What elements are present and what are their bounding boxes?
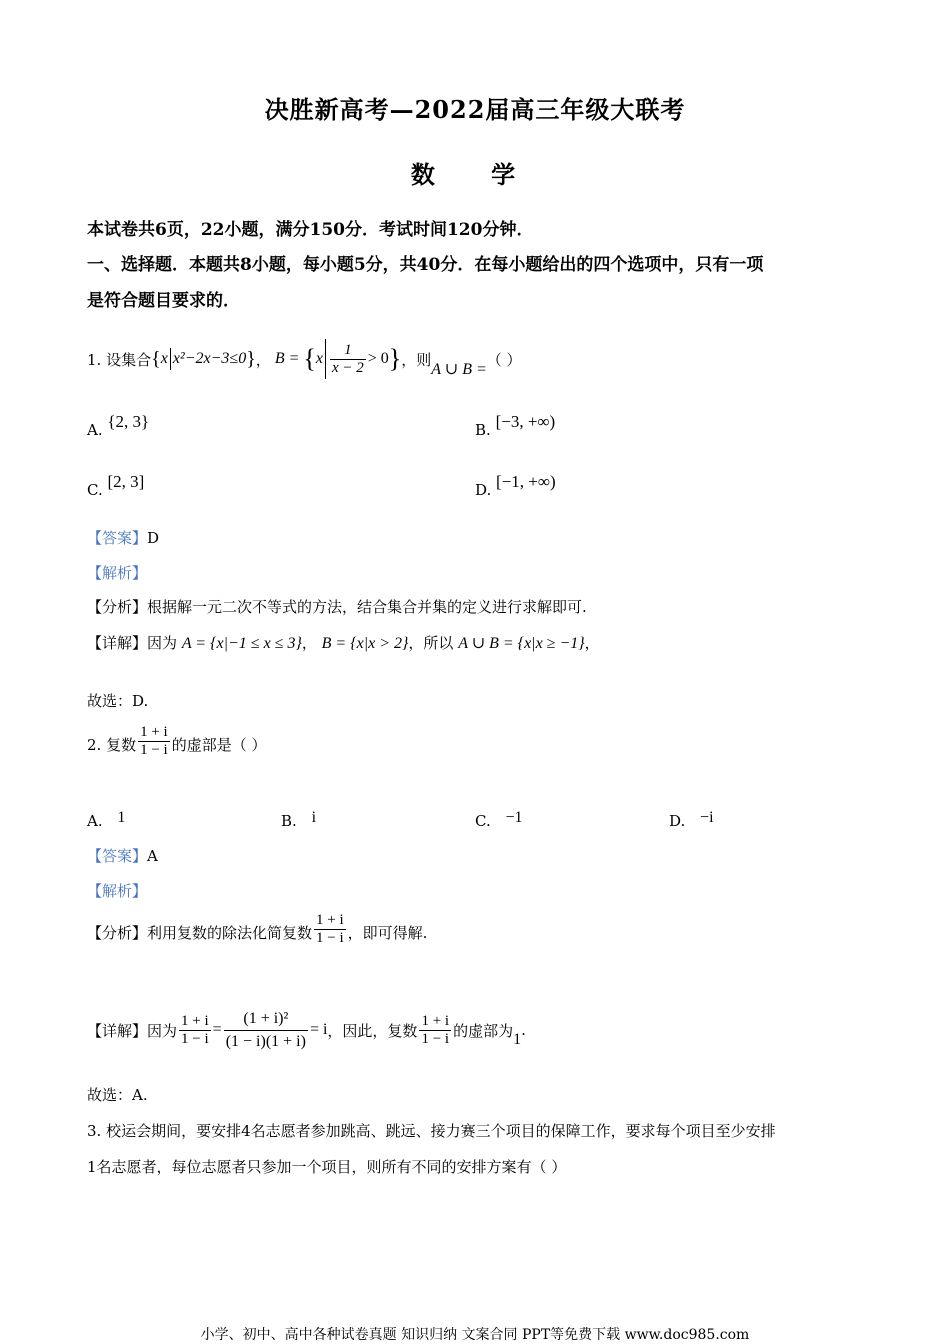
q1-option-d-value: [−1, +∞) [496,472,556,491]
q1-setB-close-brace: } [388,344,402,373]
q1-option-c-label: C. [87,481,103,499]
q2-option-b-label: B. [281,812,297,830]
q2-xiangjie-frac2-num: (1 + i)² [243,1009,289,1027]
q1-answer [87,527,159,548]
q2-option-d[interactable] [669,808,714,830]
q2-answer [87,845,158,866]
q2-fraction [138,724,170,759]
q2-xiangjie-frac3-num: 1 + i [421,1012,450,1029]
q2-option-a[interactable] [87,808,126,830]
q2-fenxi-tag: 【分析】 [87,924,148,942]
q1-setA-condition: x²−2x−3≤0 [172,350,247,367]
q1-fenxi-tag: 【分析】 [87,598,148,616]
q2-option-c-value: −1 [505,809,523,826]
subject-title: 数 学 [410,160,540,189]
q2-xiangjie-frac1 [179,1013,211,1048]
q2-option-c[interactable] [475,808,523,830]
q2-option-d-value: −i [700,809,714,826]
q1-option-a[interactable] [87,412,150,439]
q2-xiangjie-frac2 [224,1008,308,1053]
q1-option-b[interactable] [475,412,556,439]
q2-analysis-tag: 【解析】 [87,882,148,900]
q2-xiangjie-frac3 [419,1013,451,1048]
q2-fenxi-frac-num: 1 + i [316,912,344,928]
q2-option-b[interactable] [281,808,317,830]
q2-xiangjie-period: . [521,1021,526,1039]
q1-setA-var: x [160,350,168,367]
q1-xiangjie-end: ， [584,634,600,652]
q2-answer-tag: 【答案】 [87,847,148,865]
q1-setB-rhs: > 0 [367,350,389,367]
q1-setA-open-brace: { [151,347,161,370]
q1-xiangjie: 【详解】因为 A = {x|−1 ≤ x ≤ 3}， B = {x|x > 2}，所以 A ∪ B = {x|x ≥ −1}， [87,634,600,652]
q1-setB-lhs: B = [274,350,300,367]
q2-xiangjie-mid: ，因此，复数 [327,1021,418,1040]
q2-xiangjie-frac1-den: 1 − i [181,1030,209,1047]
q1-fenxi [87,596,587,617]
q2-stem [87,724,267,759]
q1-fenxi-text: 根据解一元二次不等式的方法，结合集合并集的定义进行求解即可. [147,598,587,616]
section1-heading-line1: 一、选择题．本题共8小题，每小题5分，共40分．在每小题给出的四个选项中，只有一项 [87,255,764,275]
q1-option-c-value: [2, 3] [107,472,145,491]
q3-stem-line2: 1名志愿者，每位志愿者只参加一个项目，则所有不同的安排方案有（ ） [87,1158,567,1176]
exam-intro: 本试卷共6页，22小题，满分150分．考试时间120分钟． [87,220,534,240]
q2-xiangjie-frac1-num: 1 + i [181,1012,209,1029]
q1-analysis-tag: 【解析】 [87,564,148,582]
section1-heading-line2: 是符合题目要求的． [87,291,240,311]
q1-option-c[interactable] [87,472,145,499]
q2-xiangjie [87,1003,526,1057]
q1-xiangjie-mid: ，所以 [408,634,454,652]
q2-xiangjie-frac3-den: 1 − i [421,1030,450,1047]
q2-xiangjie-result: = i [309,1021,328,1038]
q1-setA-close-brace: } [246,347,256,370]
q1-option-d[interactable] [475,472,556,499]
q1-setB-fraction [330,342,366,377]
q1-union: A ∪ B = [431,361,487,378]
q1-option-d-label: D. [475,481,492,499]
q2-option-d-label: D. [669,812,686,830]
q1-setA-bar [170,348,171,370]
q1-xiangjie-setA: A = {x|−1 ≤ x ≤ 3} [181,635,302,652]
q1-setB-open-brace: { [303,344,316,373]
q2-prefix: 2. 复数 [87,736,137,754]
q1-setB-frac-den: x − 2 [331,359,364,376]
q2-xiangjie-tag: 【详解】 [87,1021,148,1040]
q2-option-b-value: i [311,809,317,826]
q1-xiangjie-union: A ∪ B = {x|x ≥ −1} [458,635,585,652]
q1-option-a-value: {2, 3} [107,412,150,431]
q3-stem-line1: 3. 校运会期间，要安排4名志愿者参加跳高、跳远、接力赛三个项目的保障工作，要求每个项目至少安排 [87,1122,776,1140]
q2-xiangjie-val: 1 [513,1031,522,1048]
q1-answer-value: D [147,529,160,547]
q2-suffix: 的虚部是（ ） [171,736,267,754]
q1-setB-frac-num: 1 [344,341,352,358]
q2-xiangjie-suffix: 的虚部为 [453,1021,514,1040]
q1-xiangjie-tag: 【详解】 [87,634,148,652]
q2-frac-den: 1 − i [140,742,168,758]
q1-prefix: 1. 设集合 [87,350,152,369]
q1-paren: （ ） [486,350,522,369]
q2-fenxi-frac-den: 1 − i [316,930,344,946]
q2-guxuan: 故选：A. [87,1086,148,1104]
q1-setB-var: x [315,350,323,367]
q1-answer-tag: 【答案】 [87,529,148,547]
q1-option-a-label: A. [87,421,103,439]
q2-option-a-label: A. [87,812,103,830]
q2-fenxi-prefix: 利用复数的除法化简复数 [147,924,313,942]
q2-answer-value: A [147,847,158,865]
q2-frac-num: 1 + i [140,724,168,740]
q2-xiangjie-prefix: 因为 [147,1021,178,1040]
q1-option-b-value: [−3, +∞) [495,412,556,431]
q2-option-c-label: C. [475,812,491,830]
page-footer: 小学、初中、高中各种试卷真题 知识归纳 文案合同 PPT等免费下载 www.doc985.com [200,1327,750,1343]
q2-fenxi-fraction [314,912,346,947]
q1-stem [87,336,522,382]
q1-comma1: ， [255,350,271,369]
q2-xiangjie-frac2-den: (1 − i)(1 + i) [224,1030,308,1053]
q1-comma2: ，则 [401,350,432,369]
q1-xiangjie-prefix: 因为 [147,634,178,652]
q2-option-a-value: 1 [117,809,126,826]
q2-xiangjie-eq-sign: = [212,1021,222,1038]
q1-guxuan: 故选：D. [87,692,149,710]
document-title: 决胜新高考—2022届高三年级大联考 [264,95,686,124]
q1-option-b-label: B. [475,421,491,439]
q2-fenxi [87,912,427,947]
q1-setB-bar [325,339,326,379]
q1-xiangjie-setB: B = {x|x > 2} [321,635,409,652]
q2-fenxi-suffix: ，即可得解. [347,924,428,942]
